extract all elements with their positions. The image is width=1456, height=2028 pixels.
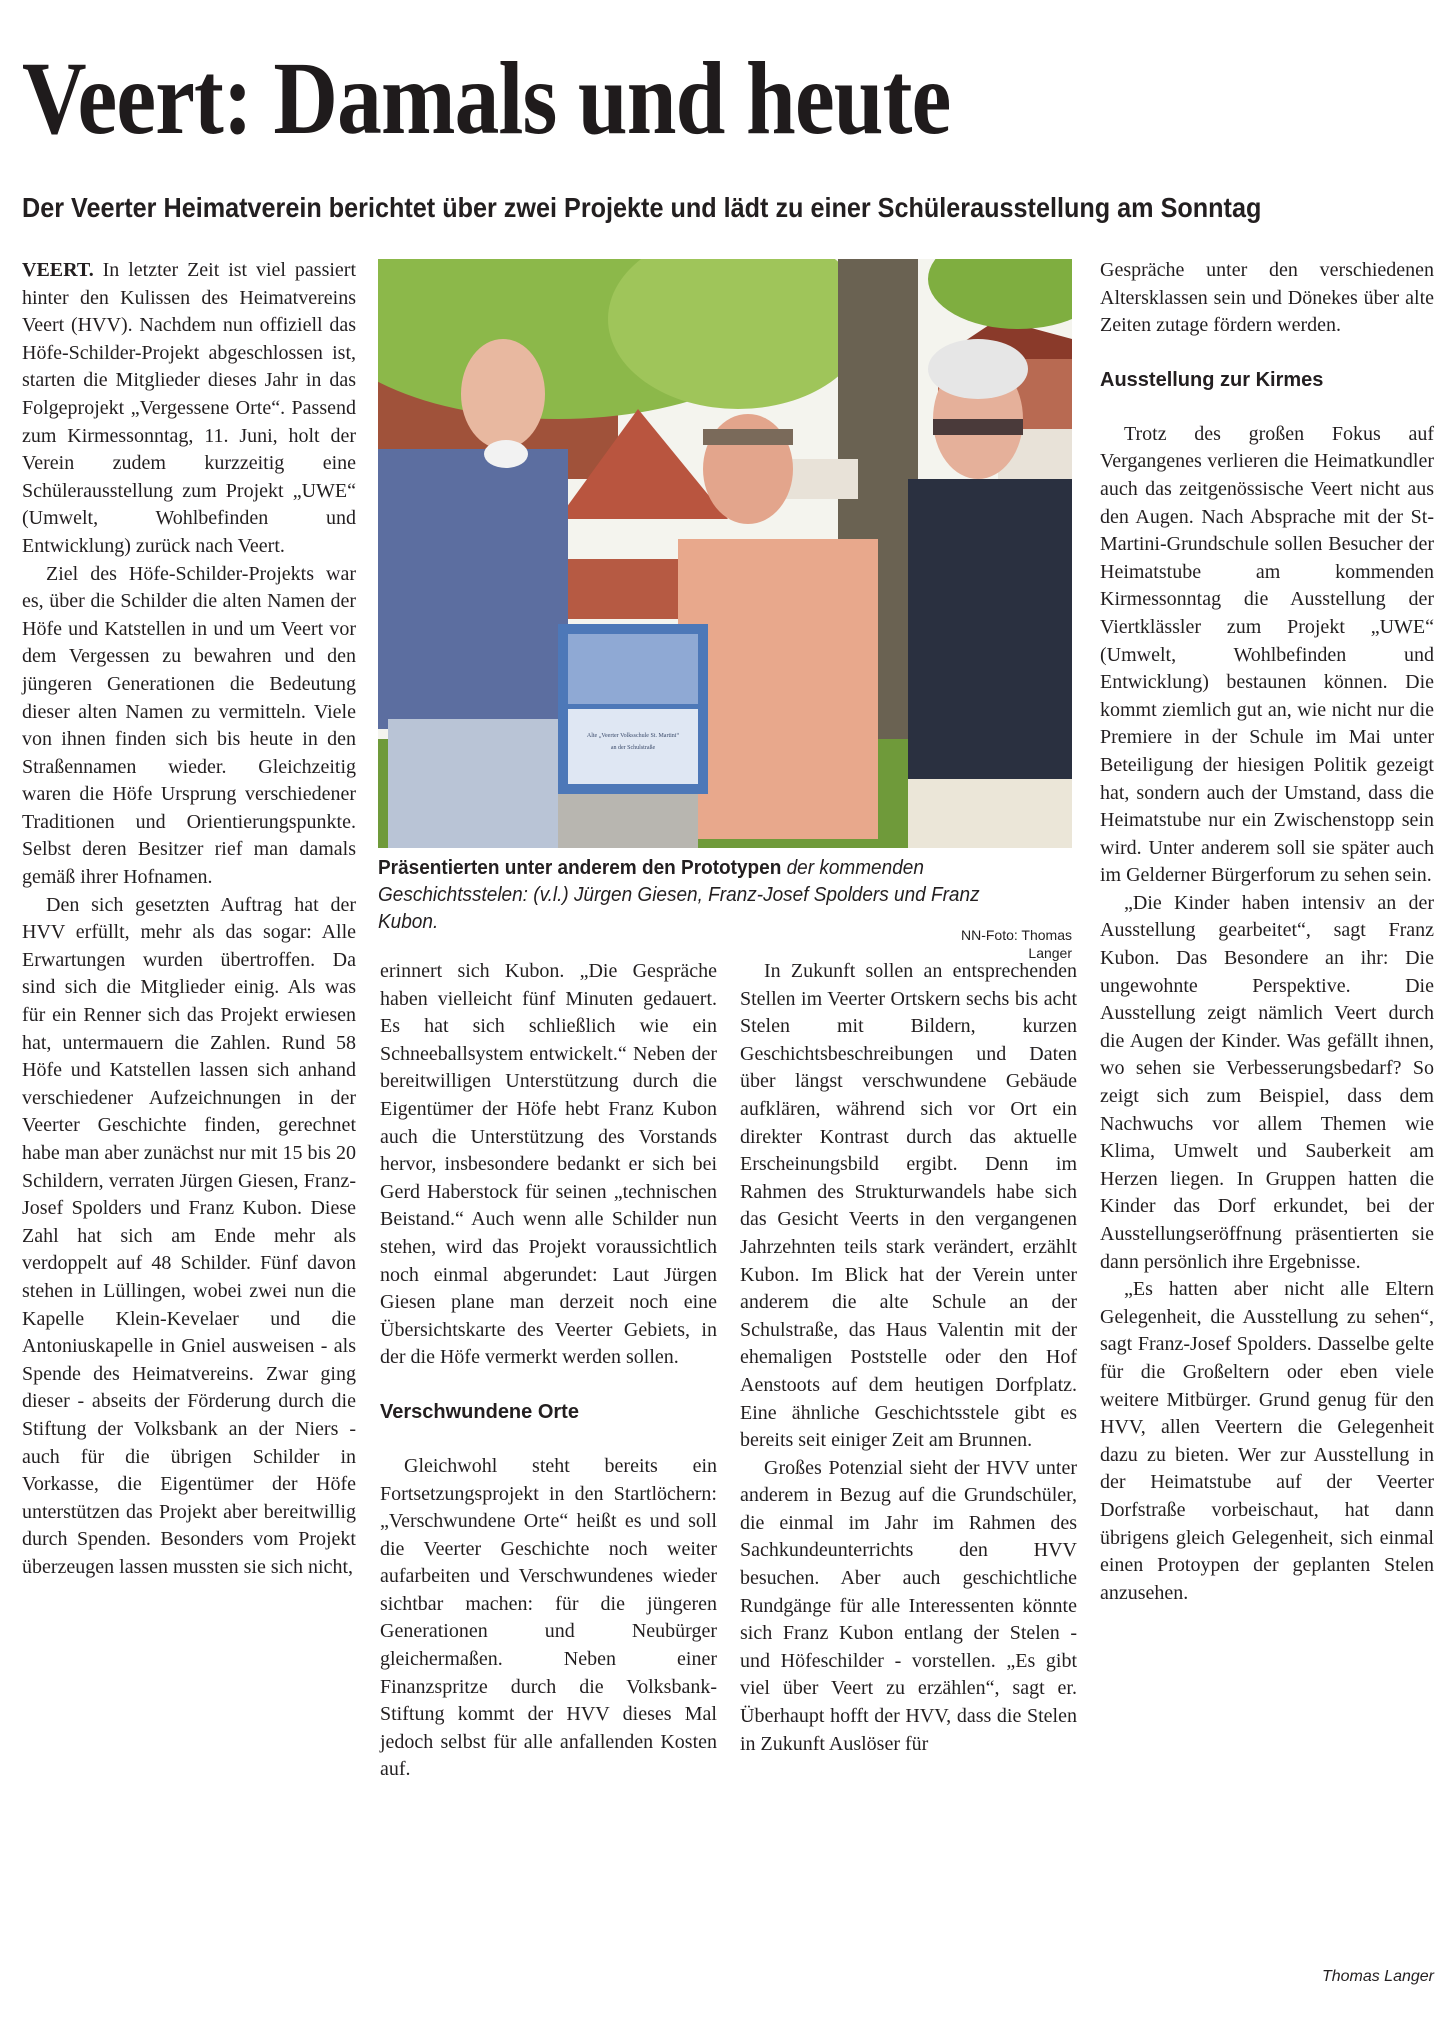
paragraph: erinnert sich Kubon. „Die Gespräche haben vielleicht fünf Minuten gedauert. Es hat sich schließlich wie ein Schneeballsystem entwickelt.“ Neben der bereitwilligen Unterstützung durch die Eigentümer der Höfe hebt Franz Kubon auch die Unterstützung des Vorstands hervor, insbesondere bedankt er sich bei Gerd Haberstock für seinen „technischen Beistand.“ Auch wenn alle Schilder nun stehen, wird das Projekt voraussichtlich noch einmal abgerundet: Laut Jürgen Giesen plane man derzeit noch eine Übersichtskarte des Veerter Gebiets, in der die Höfe vermerkt werden sollen. bbox=[380, 960, 717, 1369]
headline: Veert: Damals und heute bbox=[22, 41, 951, 156]
article-column-1 bbox=[22, 257, 356, 1582]
caption-text: der kommenden Geschichtsstelen: (v.l.) Jürgen Giesen, Franz-Josef Spolders und Franz Kubon. bbox=[378, 857, 980, 933]
author-byline: Thomas Langer bbox=[1321, 1968, 1434, 1985]
photo-illustration bbox=[378, 259, 1072, 848]
section-heading: Ausstellung zur Kirmes bbox=[1100, 368, 1324, 391]
plaque-image bbox=[568, 634, 698, 704]
caption-lead: Präsentierten unter anderem den Prototypen bbox=[378, 857, 782, 879]
article-column-3 bbox=[740, 958, 1077, 1758]
section-heading: Verschwundene Orte bbox=[380, 1400, 579, 1423]
paragraph: Gleichwohl steht bereits ein Fortsetzungsprojekt in den Startlöchern: „Verschwundene Orte“ heißt es und soll die Veerter Geschichte noch weiter aufarbeiten und Verschwundenes wieder sichtbar machen: für die jüngeren Generationen und Neubürger gleichermaßen. Neben einer Finanzspritze durch die Volksbank-Stiftung kommt der HVV dieses Mal jedoch selbst für alle anfallenden Kosten auf. bbox=[380, 1454, 717, 1781]
paragraph: In Zukunft sollen an entsprechenden Stellen im Veerter Ortskern sechs bis acht Stelen mit Bildern, kurzen Geschichtsbeschreibungen und Daten über längst verschwundene Gebäude aufklären, während sich vor Ort ein direkter Kontrast durch das aktuelle Erscheinungsbild ergibt. Denn im Rahmen des Strukturwandels habe sich das Gesicht Veerts in den vergangenen Jahrzehnten teils stark verändert, erzählt Kubon. Im Blick hat der Verein unter anderem die alte Schule an der Schulstraße, das Haus Valentin mit der ehemaligen Poststelle oder den Hof Aenstoots auf dem heutigen Dorfplatz. Eine ähnliche Geschichtsstele gibt es bereits seit einiger Zeit am Brunnen. bbox=[740, 960, 1077, 1452]
article-column-4 bbox=[1100, 257, 1434, 1607]
person-right-sunglasses bbox=[933, 419, 1023, 435]
person-right-hair bbox=[928, 339, 1028, 399]
paragraph: Den sich gesetzten Auftrag hat der HVV erfüllt, mehr als das sogar: Alle Erwartungen wurden übertroffen. Da sind sich die Mitglieder einig. Als was für ein Renner sich das Projekt erwiesen hat, untermauern die Zahlen. Rund 58 Höfe und Katstellen lassen sich anhand verschiedener Aufzeichnungen in der Veerter Geschichte finden, gerechnet habe man aber zunächst nur mit 15 bis 20 Schildern, verraten Jürgen Giesen, Franz-Josef Spolders und Franz Kubon. Diese Zahl hat sich am Ende mehr als verdoppelt auf 48 Schilder. Fünf davon stehen in Lüllingen, wobei zwei nun die Kapelle Klein-Kevelaer und die Antoniuskapelle in Gniel ausweisen - als Spende des Heimatvereins. Zwar ging dieser - abseits der Förderung durch die Stiftung der Volksbank an der Niers - auch für die übrigen Schilder in Vorkasse, die Eigentümer der Höfe unterstützen das Projekt aber bereitwillig durch Spenden. Besonders vom Projekt überzeugen lassen mussten sie sich nicht, bbox=[22, 893, 356, 1578]
plaque-text-line2: an der Schulstraße bbox=[610, 745, 656, 751]
person-left-shirt bbox=[378, 449, 568, 729]
subheadline: Der Veerter Heimatverein berichtet über zwei Projekte und lädt zu einer Schülerausstellung am Sonntag bbox=[22, 192, 1262, 223]
article-photo bbox=[378, 259, 1072, 848]
paragraph: „Es hatten aber nicht alle Eltern Gelegenheit, die Ausstellung zu sehen“, sagt Franz-Josef Spolders. Dasselbe gelte für die Großeltern oder eben viele weitere Mitbürger. Grund genug für den HVV, allen Veertern die Gelegenheit dazu zu bieten. Wer zur Ausstellung in der Heimatstube auf der Veerter Dorfstraße vorbeischaut, hat dann übrigens gleich Gelegenheit, sich einmal einen Protoypen der geplanten Stelen anzusehen. bbox=[1100, 1278, 1434, 1604]
paragraph: „Die Kinder haben intensiv an der Ausstellung gearbeitet“, sagt Franz Kubon. Das Besondere an ihr: Die ungewohnte Perspektive. Die Ausstellung zeigt nämlich Veert durch die Augen der Kinder. Was gefällt ihnen, wo sehen sie Verbesserungsbedarf? So zeigt sich zum Beispiel, dass dem Nachwuchs vor allem Themen wie Klima, Umwelt und Sauberkeit am Herzen liegen. In Gruppen hatten die Kinder das Dorf erkundet, bei der Ausstellungseröffnung präsentierten sie dann persönlich ihre Ergebnisse. bbox=[1100, 891, 1434, 1273]
plaque-text-line1: Alte „Veerter Volksschule St. Martini“ bbox=[586, 733, 680, 739]
paragraph: Ziel des Höfe-Schilder-Projekts war es, über die Schilder die alten Namen der Höfe und Katstellen in und um Veert vor dem Vergessen zu bewahren und den jüngeren Generationen die Bedeutung dieser alten Namen zu vermitteln. Viele von ihnen finden sich bis heute in den Straßennamen wieder. Gleichzeitig waren die Höfe Ursprung verschiedener Traditionen und Orientierungspunkte. Selbst deren Besitzer rief man damals gemäß ihrer Hofnamen. bbox=[22, 562, 356, 889]
paragraph: Großes Potenzial sieht der HVV unter anderem in Bezug auf die Grundschüler, die einmal im Jahr im Rahmen des Sachkundeunterrichts den HVV besuchen. Aber auch geschichtliche Rundgänge für alle Interessenten könnte sich Franz Kubon entlang der Stelen - und Höfeschilder - vorstellen. „Es gibt viel über Veert zu erzählen“, sagt er. Überhaupt hofft der HVV, dass die Stelen in Zukunft Auslöser für bbox=[740, 1456, 1077, 1755]
paragraph: Gespräche unter den verschiedenen Altersklassen sein und Dönekes über alte Zeiten zutage fördern werden. bbox=[1100, 259, 1434, 337]
person-left-trousers bbox=[388, 719, 558, 848]
person-left-head bbox=[461, 339, 545, 449]
paragraph: Trotz des großen Fokus auf Vergangenes verlieren die Heimatkundler auch das zeitgenössische Veert nicht aus den Augen. Nach Absprache mit der St-Martini-Grundschule sollen Besucher der Heimatstube am kommenden Kirmessonntag die Ausstellung der Viertklässler zum Projekt „UWE“ (Umwelt, Wohlbefinden und Entwicklung) bestaunen können. Die kommt ziemlich gut an, wie nicht nur die Premiere in der Schule im Mai unter Beteiligung der hiesigen Politik gezeigt hat, sondern auch der Umstand, dass die Heimatstube nur ein Zwischenstopp sein wird. Unter anderem soll sie später auch im Gelderner Bürgerforum zu sehen sein. bbox=[1100, 422, 1434, 887]
person-right-shirt bbox=[908, 479, 1072, 779]
photo-credit: NN-Foto: Thomas Langer bbox=[961, 927, 1072, 961]
person-right-trousers bbox=[908, 779, 1072, 848]
photo-caption bbox=[378, 855, 1037, 936]
paragraph-text: In letzter Zeit ist viel passiert hinter den Kulissen des Heimatvereins Veert (HVV). Nachdem nun offiziell das Höfe-Schilder-Projekt abgeschlossen ist, starten die Mitglieder dieses Jahr in das Folgeprojekt „Vergessene Orte“. Passend zum Kirmessonntag, 11. Juni, holt der Verein zudem kurzzeitig eine Schülerausstellung zum Projekt „UWE“ (Umwelt, Wohlbefinden und Entwicklung) zurück nach Veert. bbox=[22, 259, 356, 557]
paragraph bbox=[22, 257, 356, 561]
article-column-2 bbox=[380, 958, 717, 1784]
person-left-beard bbox=[484, 440, 528, 468]
dateline: VEERT. bbox=[22, 259, 94, 281]
person-middle-glasses bbox=[703, 429, 793, 445]
